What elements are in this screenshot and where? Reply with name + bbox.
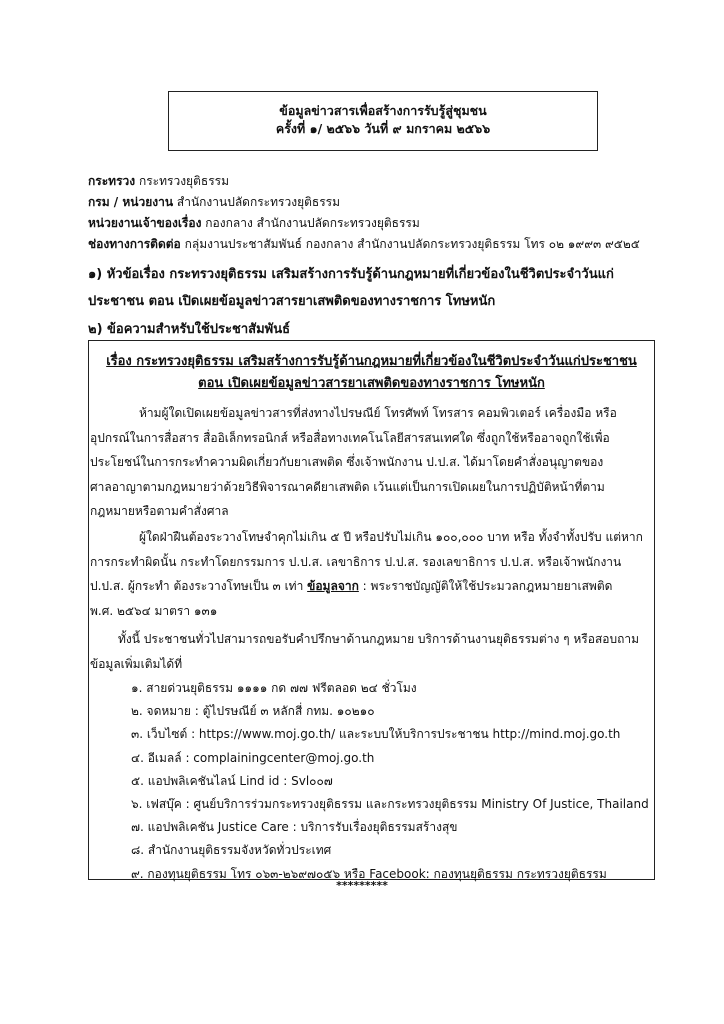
contact-label: ช่องทางการติดต่อ (88, 237, 181, 251)
document-title: ข้อมูลข่าวสารเพื่อสร้างการรับรู้สู่ชุมชน (279, 103, 487, 118)
content-title-line2: ตอน เปิดเผยข้อมูลข่าวสารยาเสพติดของทางราชการ โทษหนัก (198, 376, 545, 391)
header-box (168, 91, 598, 151)
end-mark: ********* (336, 879, 388, 892)
source-prefix: ป.ป.ส. ผู้กระทำ ต้องระวางโทษเป็น ๓ เท่า (90, 579, 308, 593)
contact-item: ๑. สายด่วนยุติธรรม ๑๑๑๑ กด ๗๗ ฟรีตลอด ๒๔ ชั่วโมง (131, 681, 417, 695)
source-label: ข้อมูลจาก (307, 579, 359, 593)
paragraph-line: ผู้ใดฝ่าฝืนต้องระวางโทษจำคุกไม่เกิน ๕ ปี หรือปรับไม่เกิน ๑๐๐,๐๐๐ บาท หรือ ทั้งจำทั้งปรับ แต่หาก (139, 530, 643, 544)
contact-item: ๘. สำนักงานยุติธรรมจังหวัดทั่วประเทศ (131, 843, 332, 858)
paragraph-line: กฎหมายหรือตามคำสั่งศาล (90, 504, 229, 518)
contact-item: ๙. กองทุนยุติธรรม โทร ๐๖๓-๒๖๙๗๐๕๖ หรือ Facebook: กองทุนยุติธรรม กระทรวงยุติธรรม (131, 866, 607, 881)
paragraph-prohibition (89, 401, 656, 524)
paragraph-line: ประโยชน์ในการกระทำความผิดเกี่ยวกับยาเสพติด ซึ่งเจ้าพนักงาน ป.ป.ส. ได้มาโดยคำสั่งอนุญาตของ (90, 455, 604, 469)
source-suffix: : พระราชบัญญัติให้ใช้ประมวลกฎหมายยาเสพติด (358, 579, 613, 593)
ministry-label: กระทรวง (88, 174, 136, 188)
contact-item: ๓. เว็บไซต์ : https://www.moj.go.th/ และระบบให้บริการประชาชน http://mind.moj.go.th (131, 727, 621, 742)
section2-heading: ๒) ข้อความสำหรับใช้ประชาสัมพันธ์ (88, 322, 291, 337)
section1-line2: ประชาชน ตอน เปิดเผยข้อมูลข่าวสารยาเสพติดของทางราชการ โทษหนัก (88, 294, 496, 309)
owner-line (88, 213, 648, 234)
info-block (88, 171, 648, 255)
contact-item: ๔. อีเมลล์ : complainingcenter@moj.go.th (131, 750, 375, 765)
ministry-value: กระทรวงยุติธรรม (138, 174, 229, 188)
department-label: กรม / หน่วยงาน (88, 195, 174, 209)
section1-heading (88, 261, 658, 315)
paragraph-line-source (89, 574, 656, 599)
content-title-line1: เรื่อง กระทรวงยุติธรรม เสริมสร้างการรับรู้ด้านกฎหมายที่เกี่ยวข้องในชีวิตประจำวันแก่ประชาชน (106, 354, 637, 369)
edition-line: ครั้งที่ ๑/ ๒๕๖๖ วันที่ ๙ มกราคม ๒๕๖๖ (275, 121, 491, 136)
contact-item: ๒. จดหมาย : ตู้ไปรษณีย์ ๓ หลักสี่ กทม. ๑๐๒๑๐ (131, 704, 375, 719)
paragraph-line: อุปกรณ์ในการสื่อสาร สื่ออิเล็กทรอนิกส์ หรือสื่อทางเทคโนโลยีสารสนเทศใด ซึ่งถูกใช้หรืออาจถูกใช้เพื่อ (90, 430, 610, 445)
section1-line1: ๑) หัวข้อเรื่อง กระทรวงยุติธรรม เสริมสร้างการรับรู้ด้านกฎหมายที่เกี่ยวข้องในชีวิตประจำวันแก่ (88, 267, 614, 282)
contact-item: ๕. แอปพลิเคชันไลน์ Lind id : Svl๐๐๗ (131, 773, 333, 788)
paragraph-penalty (89, 525, 656, 623)
paragraph-line: ข้อมูลเพิ่มเติมได้ที่ (90, 656, 183, 671)
paragraph-line: พ.ศ. ๒๕๖๔ มาตรา ๑๓๑ (90, 603, 218, 618)
contact-line (88, 234, 648, 255)
department-line (88, 192, 648, 213)
owner-value: กองกลาง สำนักงานปลัดกระทรวงยุติธรรม (205, 216, 420, 230)
pr-content-box (88, 340, 655, 880)
paragraph-line: การกระทำผิดนั้น กระทำโดยกรรมการ ป.ป.ส. เลขาธิการ ป.ป.ส. รองเลขาธิการ ป.ป.ส. หรือเจ้าพนักงาน (90, 554, 622, 569)
contact-item: ๗. แอปพลิเคชัน Justice Care : บริการรับเรื่องยุติธรรมสร้างสุข (131, 820, 458, 835)
owner-label: หน่วยงานเจ้าของเรื่อง (88, 216, 202, 230)
paragraph-line: ทั้งนี้ ประชาชนทั่วไปสามารถขอรับคำปรึกษาด้านกฎหมาย บริการด้านงานยุติธรรมต่าง ๆ หรือสอบถาม (118, 632, 640, 646)
contact-list (131, 677, 649, 886)
contact-value: กลุ่มงานประชาสัมพันธ์ กองกลาง สำนักงานปลัดกระทรวงยุติธรรม โทร ๐๒ ๑๙๙๓ ๙๕๒๕ (184, 237, 640, 251)
ministry-line (88, 171, 648, 192)
contact-item: ๖. เฟสบุ๊ค : ศูนย์บริการร่วมกระทรวงยุติธรรม และกระทรวงยุติธรรม Ministry Of Justice, Thailand (131, 796, 649, 811)
paragraph-contact-intro (89, 627, 656, 676)
paragraph-line: ศาลอาญาตามกฎหมายว่าด้วยวิธีพิจารณาคดียาเสพติด เว้นแต่เป็นการเปิดเผยในการปฏิบัติหน้าที่ตาม (90, 479, 605, 494)
paragraph-line: ห้ามผู้ใดเปิดเผยข้อมูลข่าวสารที่ส่งทางไปรษณีย์ โทรศัพท์ โทรสาร คอมพิวเตอร์ เครื่องมือ หรือ (139, 406, 617, 420)
department-value: สำนักงานปลัดกระทรวงยุติธรรม (176, 195, 341, 209)
